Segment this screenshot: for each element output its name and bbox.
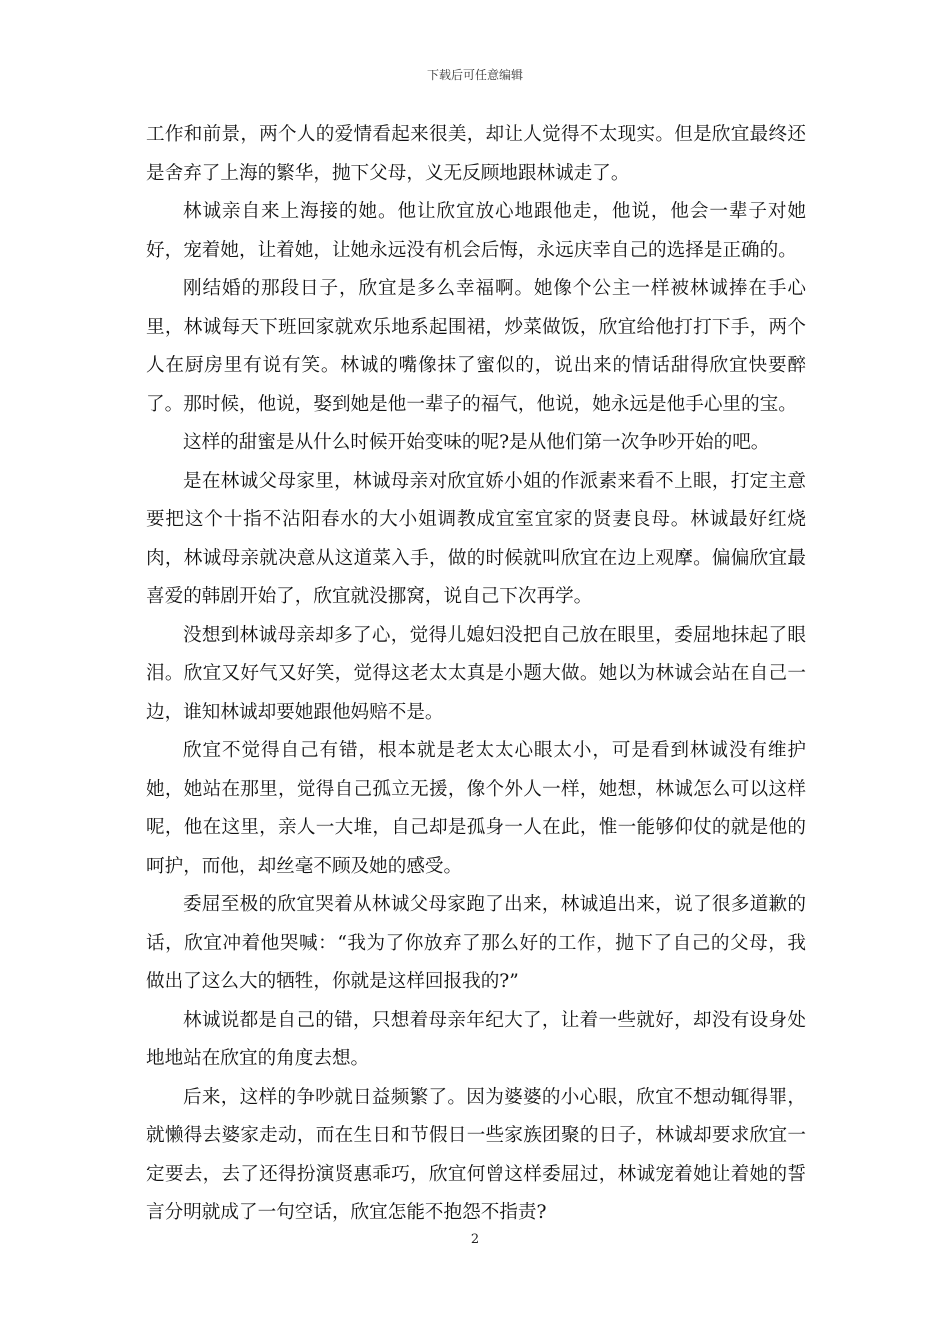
paragraph: 林诚亲自来上海接的她。他让欣宜放心地跟他走，他说，他会一辈子对她好，宠着她，让着她，让她永远没有机会后悔，永远庆幸自己的选择是正确的。 xyxy=(146,201,806,261)
paragraph: 工作和前景，两个人的爱情看起来很美，却让人觉得不太现实。但是欣宜最终还是舍弃了上海的繁华，抛下父母，义无反顾地跟林诚走了。 xyxy=(146,124,806,184)
paragraph: 委屈至极的欣宜哭着从林诚父母家跑了出来，林诚追出来，说了很多道歉的话，欣宜冲着他哭喊：“我为了你放弃了那么好的工作，抛下了自己的父母，我做出了这么大的牺牲，你就是这样回报我的?” xyxy=(146,894,806,992)
paragraph: 后来，这样的争吵就日益频繁了。因为婆婆的小心眼，欣宜不想动辄得罪，就懒得去婆家走动，而在生日和节假日一些家族团聚的日子，林诚却要求欣宜一定要去，去了还得扮演贤惠乖巧，欣宜何曾这样委屈过，林诚宠着她让着她的誓言分明就成了一句空话，欣宜怎能不抱怨不指责? xyxy=(146,1086,806,1223)
body-text xyxy=(146,116,806,1233)
paragraph: 没想到林诚母亲却多了心，觉得儿媳妇没把自己放在眼里，委屈地抹起了眼泪。欣宜又好气又好笑，觉得这老太太真是小题大做。她以为林诚会站在自己一边，谁知林诚却要她跟他妈赔不是。 xyxy=(146,624,806,723)
page-number: 2 xyxy=(470,1232,480,1247)
paragraph: 林诚说都是自己的错，只想着母亲年纪大了，让着一些就好，却没有设身处地地站在欣宜的角度去想。 xyxy=(146,1009,806,1069)
paragraph: 刚结婚的那段日子，欣宜是多么幸福啊。她像个公主一样被林诚捧在手心里，林诚每天下班回家就欢乐地系起围裙，炒菜做饭，欣宜给他打打下手，两个人在厨房里有说有笑。林诚的嘴像抹了蜜似的，说出来的情话甜得欣宜快要醉了。那时候，他说，娶到她是他一辈子的福气，他说，她永远是他手心里的宝。 xyxy=(146,278,806,415)
paragraph: 这样的甜蜜是从什么时候开始变味的呢?是从他们第一次争吵开始的吧。 xyxy=(183,432,770,453)
page-header: 下载后可任意编辑 xyxy=(426,68,523,82)
paragraph: 是在林诚父母家里，林诚母亲对欣宜娇小姐的作派素来看不上眼，打定主意要把这个十指不沾阳春水的大小姐调教成宜室宜家的贤妻良母。林诚最好红烧肉，林诚母亲就决意从这道菜入手，做的时候就叫欣宜在边上观摩。偏偏欣宜最喜爱的韩剧开始了，欣宜就没挪窝，说自己下次再学。 xyxy=(146,470,806,607)
paragraph: 欣宜不觉得自己有错，根本就是老太太心眼太小，可是看到林诚没有维护她，她站在那里，觉得自己孤立无援，像个外人一样，她想，林诚怎么可以这样呢，他在这里，亲人一大堆，自己却是孤身一人在此，惟一能够仰仗的就是他的呵护，而他，却丝毫不顾及她的感受。 xyxy=(146,740,806,877)
